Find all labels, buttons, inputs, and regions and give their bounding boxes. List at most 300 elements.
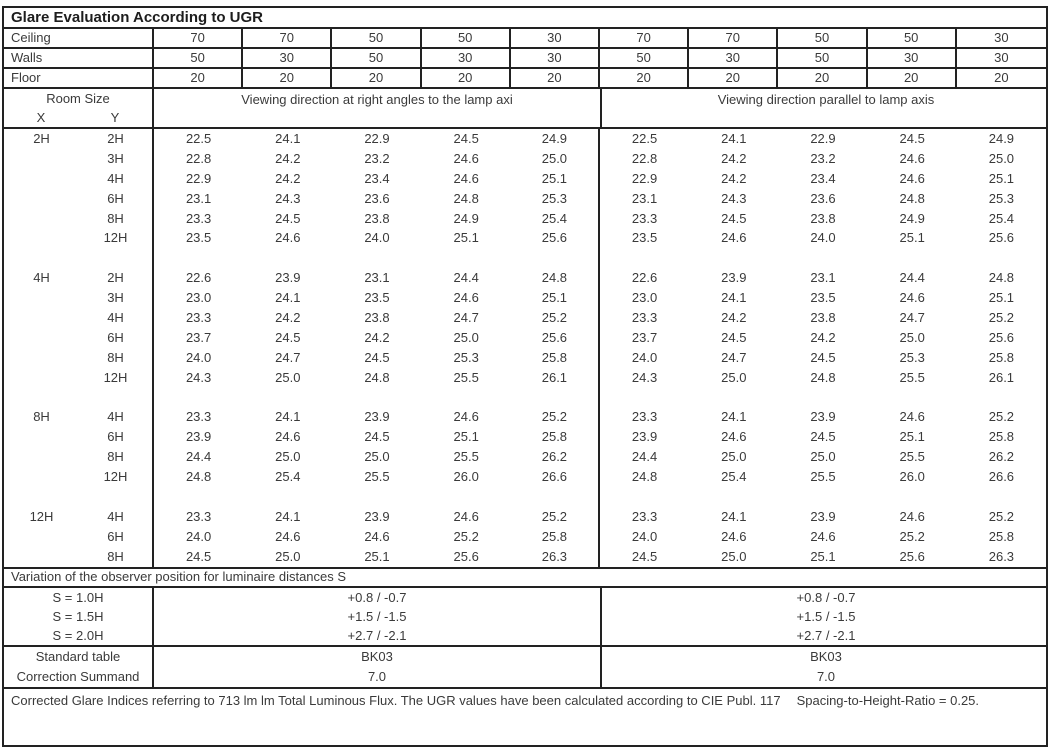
- surface-value: 50: [154, 49, 243, 67]
- ugr-table-row: [4, 467, 1046, 487]
- ugr-table-row: [4, 209, 1046, 229]
- ugr-value-right: 23.9: [810, 508, 836, 524]
- summary-row: [4, 667, 1046, 687]
- offset-value-left: +0.8 / -0.7: [154, 588, 602, 607]
- ugr-value-left: 25.3: [511, 189, 600, 209]
- empty-cell: [79, 388, 154, 408]
- room-x-label: [4, 547, 79, 567]
- ugr-value-right: 25.5: [899, 369, 925, 385]
- ugr-table-row: [4, 129, 1046, 149]
- ugr-value-right: 24.1: [721, 409, 747, 425]
- ugr-value-right: 23.1: [810, 270, 836, 286]
- surface-value: 20: [600, 69, 689, 87]
- empty-cell: [868, 248, 957, 268]
- ugr-value-left: 25.6: [453, 548, 479, 564]
- ugr-value-left: 23.7: [185, 329, 212, 345]
- xy-labels: [4, 109, 152, 127]
- empty-cell: [511, 248, 600, 268]
- ugr-table-row: [4, 169, 1046, 189]
- surface-value: 70: [689, 29, 778, 47]
- empty-cell: [868, 388, 957, 408]
- room-x-label: [4, 149, 79, 169]
- ugr-table-row: [4, 427, 1046, 447]
- room-x-label: [4, 368, 79, 388]
- ugr-value-right: 25.1: [899, 429, 925, 445]
- offset-value-right: +0.8 / -0.7: [796, 590, 856, 605]
- ugr-value-left: 26.2: [511, 447, 600, 467]
- ugr-value-right: 23.0: [631, 290, 658, 306]
- ugr-table-row: [4, 348, 1046, 368]
- room-size-label: Room Size: [46, 91, 110, 106]
- ugr-value-left: 23.3: [185, 409, 212, 425]
- room-y-label: 3H: [79, 288, 154, 308]
- ugr-table-row: [4, 308, 1046, 328]
- ugr-value-left: 24.8: [453, 190, 479, 206]
- ugr-value-right: 24.3: [721, 190, 747, 206]
- surface-value: 30: [243, 49, 332, 67]
- ugr-value-left: 25.6: [511, 228, 600, 248]
- ugr-value-left: 24.5: [364, 349, 390, 365]
- ugr-value-right: 23.4: [810, 170, 836, 186]
- ugr-value-left: 23.5: [185, 230, 212, 246]
- offset-value-right: +2.7 / -2.1: [796, 628, 856, 643]
- offset-value-left: +1.5 / -1.5: [154, 607, 602, 626]
- summary-value-left: BK03: [154, 647, 602, 667]
- group-gap-row: [4, 248, 1046, 268]
- empty-cell: [778, 388, 867, 408]
- room-y-label: 8H: [79, 547, 154, 567]
- room-y-label: 8H: [79, 447, 154, 467]
- ugr-value-left: 24.7: [453, 310, 479, 326]
- ugr-value-right: 24.6: [721, 528, 747, 544]
- ugr-table-row: [4, 149, 1046, 169]
- ugr-value-right: 24.6: [721, 429, 747, 445]
- surface-value: 30: [689, 49, 778, 67]
- ugr-value-right: 25.3: [899, 349, 925, 365]
- surface-value: 50: [778, 29, 867, 47]
- ugr-value-left: 23.1: [185, 190, 212, 206]
- empty-cell: [4, 487, 79, 507]
- ugr-value-left: 25.0: [275, 369, 301, 385]
- surface-value: 70: [600, 29, 689, 47]
- ugr-value-right: 23.3: [631, 409, 658, 425]
- ugr-table-row: [4, 268, 1046, 288]
- empty-cell: [243, 388, 332, 408]
- ugr-value-left: 24.6: [453, 170, 479, 186]
- ugr-value-left: 25.0: [511, 149, 600, 169]
- ugr-value-right: 24.9: [988, 131, 1015, 146]
- ugr-value-left: 23.4: [364, 170, 390, 186]
- ugr-value-left: 23.1: [364, 270, 390, 286]
- empty-cell: [600, 248, 689, 268]
- empty-cell: [332, 487, 421, 507]
- ugr-value-left: 25.8: [511, 427, 600, 447]
- ugr-value-right: 24.2: [721, 150, 747, 166]
- ugr-value-right: 25.4: [988, 210, 1015, 226]
- surface-value: 50: [778, 49, 867, 67]
- ugr-value-right: 24.4: [631, 449, 658, 465]
- surface-value: 30: [422, 49, 511, 67]
- ugr-value-left: 26.0: [453, 469, 479, 485]
- summary-value-left: 7.0: [154, 667, 602, 687]
- room-y-label: 12H: [79, 368, 154, 388]
- room-x-label: [4, 308, 79, 328]
- room-size-header: [4, 89, 154, 127]
- ugr-value-left: 25.0: [364, 449, 390, 465]
- section-header-row: [4, 89, 1046, 129]
- ugr-value-right: 24.5: [899, 131, 925, 146]
- ugr-value-right: 26.2: [988, 449, 1015, 465]
- distance-label: S = 1.5H: [4, 607, 154, 626]
- empty-cell: [868, 487, 957, 507]
- ugr-table-row: [4, 368, 1046, 388]
- ugr-value-right: 25.0: [721, 449, 747, 465]
- surface-value: 50: [422, 29, 511, 47]
- ugr-value-left: 23.6: [364, 190, 390, 206]
- ugr-value-left: 24.9: [511, 129, 600, 149]
- surface-value: 20: [689, 69, 778, 87]
- ugr-value-left: 24.6: [275, 528, 301, 544]
- empty-cell: [689, 487, 778, 507]
- ugr-value-left: 23.9: [364, 409, 390, 425]
- ugr-value-right: 22.9: [631, 170, 658, 186]
- ugr-value-left: 24.0: [364, 230, 390, 246]
- ugr-value-right: 24.6: [899, 508, 925, 524]
- ugr-value-left: 23.8: [364, 210, 390, 226]
- surface-value: 30: [994, 30, 1009, 45]
- room-y-label: 3H: [79, 149, 154, 169]
- surface-label: Ceiling: [4, 29, 154, 47]
- surface-value: 50: [600, 49, 689, 67]
- ugr-value-left: 24.5: [275, 329, 301, 345]
- spacing-height-ratio: Spacing-to-Height-Ratio = 0.25.: [796, 693, 980, 708]
- ugr-value-right: 24.0: [631, 349, 658, 365]
- ugr-value-left: 24.6: [364, 528, 390, 544]
- room-x-label: [4, 467, 79, 487]
- empty-cell: [511, 388, 600, 408]
- room-x-label: [4, 348, 79, 368]
- empty-cell: [332, 388, 421, 408]
- surface-label: Walls: [4, 49, 154, 67]
- room-y-label: 12H: [79, 467, 154, 487]
- summary-row: [4, 647, 1046, 667]
- ugr-value-right: 25.8: [988, 429, 1015, 445]
- surface-label: Floor: [4, 69, 154, 87]
- footer-note: [4, 687, 1046, 745]
- ugr-value-right: 25.2: [988, 310, 1015, 326]
- empty-cell: [422, 388, 511, 408]
- empty-cell: [79, 248, 154, 268]
- empty-cell: [154, 248, 243, 268]
- ugr-value-left: 23.3: [185, 310, 212, 326]
- ugr-value-left: 23.9: [364, 508, 390, 524]
- room-x-label: [4, 189, 79, 209]
- empty-cell: [4, 388, 79, 408]
- ugr-value-left: 22.9: [185, 170, 212, 186]
- room-x-label: 2H: [33, 131, 50, 146]
- ugr-value-right: 24.5: [631, 548, 658, 564]
- surface-value: 30: [868, 49, 957, 67]
- ugr-value-left: 24.1: [275, 409, 301, 425]
- ugr-value-left: 25.5: [364, 469, 390, 485]
- ugr-value-right: 22.5: [631, 131, 658, 146]
- table-title: Glare Evaluation According to UGR: [4, 8, 1046, 29]
- surface-value: 70: [243, 29, 332, 47]
- ugr-value-right: 23.7: [631, 329, 658, 345]
- ugr-table-row: [4, 547, 1046, 567]
- ugr-value-right: 24.3: [631, 369, 658, 385]
- empty-cell: [600, 487, 689, 507]
- ugr-value-right: 23.3: [631, 210, 658, 226]
- ugr-value-right: 24.0: [631, 528, 658, 544]
- ugr-table-row: [4, 189, 1046, 209]
- ugr-value-left: 26.3: [511, 547, 600, 567]
- ugr-value-left: 25.3: [453, 349, 479, 365]
- ugr-value-right: 25.0: [810, 449, 836, 465]
- ugr-value-left: 24.0: [185, 349, 212, 365]
- ugr-value-right: 24.2: [721, 310, 747, 326]
- ugr-value-right: 25.2: [988, 409, 1015, 425]
- room-y-label: 4H: [79, 308, 154, 328]
- room-y-label: 2H: [79, 129, 154, 149]
- ugr-value-left: 25.4: [511, 209, 600, 229]
- ugr-value-left: 24.3: [275, 190, 301, 206]
- ugr-value-left: 25.8: [511, 348, 600, 368]
- room-x-label: [4, 447, 79, 467]
- ugr-value-right: 22.8: [631, 150, 658, 166]
- ugr-value-left: 25.1: [364, 548, 390, 564]
- ugr-value-right: 25.3: [988, 190, 1015, 206]
- ugr-value-right: 23.5: [631, 230, 658, 246]
- ugr-table-row: [4, 288, 1046, 308]
- observer-distance-section: [4, 588, 1046, 645]
- ugr-value-right: 25.4: [721, 469, 747, 485]
- ugr-value-right: 24.2: [721, 170, 747, 186]
- ugr-value-left: 26.1: [511, 368, 600, 388]
- empty-cell: [957, 487, 1046, 507]
- ugr-value-right: 24.0: [810, 230, 836, 246]
- ugr-value-left: 23.5: [364, 290, 390, 306]
- ugr-value-right: 24.8: [988, 270, 1015, 286]
- ugr-value-left: 25.4: [275, 469, 301, 485]
- ugr-value-right: 24.2: [810, 329, 836, 345]
- room-y-label: 8H: [79, 348, 154, 368]
- surface-row: [4, 29, 1046, 49]
- ugr-value-right: 25.0: [721, 369, 747, 385]
- ugr-value-right: 26.3: [988, 548, 1015, 564]
- room-y-label: 6H: [79, 427, 154, 447]
- empty-cell: [332, 248, 421, 268]
- ugr-table-row: [4, 527, 1046, 547]
- empty-cell: [689, 248, 778, 268]
- empty-cell: [422, 487, 511, 507]
- room-x-label: [4, 209, 79, 229]
- ugr-value-right: 24.8: [899, 190, 925, 206]
- ugr-value-right: 24.6: [899, 290, 925, 306]
- ugr-value-left: 24.6: [453, 409, 479, 425]
- ugr-value-right: 23.5: [810, 290, 836, 306]
- ugr-value-left: 23.2: [364, 150, 390, 166]
- ugr-value-left: 25.1: [453, 230, 479, 246]
- room-x-label: [4, 427, 79, 447]
- ugr-value-right: 25.0: [988, 150, 1015, 166]
- ugr-value-left: 24.1: [275, 508, 301, 524]
- ugr-value-right: 26.1: [988, 369, 1015, 385]
- ugr-value-right: 25.1: [899, 230, 925, 246]
- empty-cell: [79, 487, 154, 507]
- ugr-value-right: 24.8: [631, 469, 658, 485]
- ugr-value-right: 23.9: [721, 270, 747, 286]
- ugr-value-left: 24.6: [275, 429, 301, 445]
- room-y-label: 6H: [79, 527, 154, 547]
- y-column-label: Y: [110, 110, 120, 125]
- ugr-table-row: [4, 407, 1046, 427]
- room-y-label: 6H: [79, 189, 154, 209]
- ugr-value-right: 24.7: [899, 310, 925, 326]
- room-x-label: [4, 228, 79, 248]
- summary-value-right: BK03: [810, 649, 842, 664]
- ugr-table-row: [4, 328, 1046, 348]
- ugr-value-right: 25.1: [988, 170, 1015, 186]
- summary-section: [4, 645, 1046, 687]
- ugr-value-left: 24.1: [275, 290, 301, 306]
- ugr-value-left: 24.6: [275, 230, 301, 246]
- ugr-value-right: 25.1: [988, 290, 1015, 306]
- room-y-label: 2H: [79, 268, 154, 288]
- surface-value: 20: [778, 69, 867, 87]
- left-group-title: Viewing direction at right angles to the lamp axi: [154, 89, 602, 127]
- ugr-value-left: 25.1: [453, 429, 479, 445]
- ugr-value-left: 24.5: [275, 210, 301, 226]
- ugr-value-left: 24.1: [275, 131, 301, 146]
- ugr-value-right: 25.2: [988, 508, 1015, 524]
- room-y-label: 4H: [79, 507, 154, 527]
- x-column-label: X: [36, 110, 46, 125]
- ugr-value-left: 25.2: [511, 308, 600, 328]
- distance-label: S = 1.0H: [4, 588, 154, 607]
- ugr-value-left: 25.1: [511, 169, 600, 189]
- ugr-value-left: 24.5: [453, 131, 479, 146]
- ugr-value-left: 22.9: [364, 131, 390, 146]
- surface-value: 20: [994, 70, 1009, 85]
- ugr-value-left: 22.5: [185, 131, 212, 146]
- offset-value-left: +2.7 / -2.1: [154, 626, 602, 645]
- surface-value: 20: [422, 69, 511, 87]
- ugr-value-right: 25.8: [988, 349, 1015, 365]
- ugr-value-right: 24.9: [899, 210, 925, 226]
- ugr-value-left: 24.6: [453, 150, 479, 166]
- ugr-value-left: 24.0: [185, 528, 212, 544]
- ugr-value-left: 25.0: [275, 449, 301, 465]
- surface-value: 20: [511, 69, 600, 87]
- ugr-table-row: [4, 447, 1046, 467]
- right-group-title: Viewing direction parallel to lamp axis: [717, 92, 935, 107]
- ugr-value-left: 22.6: [185, 270, 212, 286]
- group-gap-row: [4, 487, 1046, 507]
- ugr-value-right: 25.5: [810, 469, 836, 485]
- ugr-value-right: 22.6: [631, 270, 658, 286]
- ugr-value-left: 24.2: [275, 310, 301, 326]
- empty-cell: [600, 388, 689, 408]
- ugr-value-right: 25.2: [899, 528, 925, 544]
- ugr-value-right: 25.5: [899, 449, 925, 465]
- ugr-value-right: 23.1: [631, 190, 658, 206]
- ugr-value-right: 23.9: [810, 409, 836, 425]
- empty-cell: [4, 248, 79, 268]
- ugr-value-right: 24.4: [899, 270, 925, 286]
- room-x-label: 4H: [33, 270, 50, 286]
- surface-value: 50: [868, 29, 957, 47]
- ugr-value-left: 25.8: [511, 527, 600, 547]
- ugr-table-row: [4, 507, 1046, 527]
- group-gap-row: [4, 388, 1046, 408]
- ugr-value-right: 23.8: [810, 310, 836, 326]
- surface-value: 20: [243, 69, 332, 87]
- ugr-value-right: 23.6: [810, 190, 836, 206]
- empty-cell: [778, 248, 867, 268]
- offset-value-right: +1.5 / -1.5: [796, 609, 856, 624]
- room-x-label: [4, 527, 79, 547]
- ugr-value-right: 24.1: [721, 131, 747, 146]
- ugr-value-right: 25.1: [810, 548, 836, 564]
- ugr-value-right: 24.8: [810, 369, 836, 385]
- empty-cell: [778, 487, 867, 507]
- ugr-value-right: 25.6: [899, 548, 925, 564]
- ugr-value-right: 24.1: [721, 508, 747, 524]
- ugr-value-right: 24.5: [721, 329, 747, 345]
- ugr-value-left: 24.4: [185, 449, 212, 465]
- surface-value: 20: [868, 69, 957, 87]
- ugr-value-left: 25.1: [511, 288, 600, 308]
- surface-value: 20: [154, 69, 243, 87]
- ugr-value-right: 24.6: [899, 409, 925, 425]
- ugr-value-right: 23.9: [631, 429, 658, 445]
- ugr-value-right: 23.3: [631, 508, 658, 524]
- ugr-value-left: 25.0: [275, 548, 301, 564]
- ugr-value-right: 22.9: [810, 131, 836, 146]
- ugr-value-right: 24.7: [721, 349, 747, 365]
- ugr-value-left: 23.8: [364, 310, 390, 326]
- ugr-value-left: 22.8: [185, 150, 212, 166]
- summary-value-right: 7.0: [816, 669, 836, 684]
- distance-label: S = 2.0H: [4, 626, 154, 645]
- summary-label: Standard table: [4, 647, 154, 667]
- glare-evaluation-table: [2, 6, 1048, 747]
- observer-distance-row: [4, 626, 1046, 645]
- surface-value: 30: [994, 50, 1009, 65]
- ugr-value-right: 24.5: [721, 210, 747, 226]
- surface-row: [4, 69, 1046, 89]
- empty-cell: [422, 248, 511, 268]
- ugr-table-row: [4, 228, 1046, 248]
- room-x-label: [4, 169, 79, 189]
- room-y-label: 8H: [79, 209, 154, 229]
- ugr-value-left: 23.3: [185, 508, 212, 524]
- ugr-value-right: 25.0: [721, 548, 747, 564]
- ugr-value-left: 24.9: [453, 210, 479, 226]
- ugr-value-left: 24.5: [185, 548, 212, 564]
- variation-title-row: Variation of the observer position for luminaire distances S: [4, 567, 1046, 588]
- empty-cell: [957, 248, 1046, 268]
- ugr-value-right: 24.1: [721, 290, 747, 306]
- room-y-label: 4H: [79, 407, 154, 427]
- surface-value: 70: [154, 29, 243, 47]
- ugr-value-left: 24.4: [453, 270, 479, 286]
- ugr-value-left: 24.8: [511, 268, 600, 288]
- ugr-value-left: 25.6: [511, 328, 600, 348]
- ugr-value-left: 24.2: [275, 170, 301, 186]
- ugr-value-left: 24.5: [364, 429, 390, 445]
